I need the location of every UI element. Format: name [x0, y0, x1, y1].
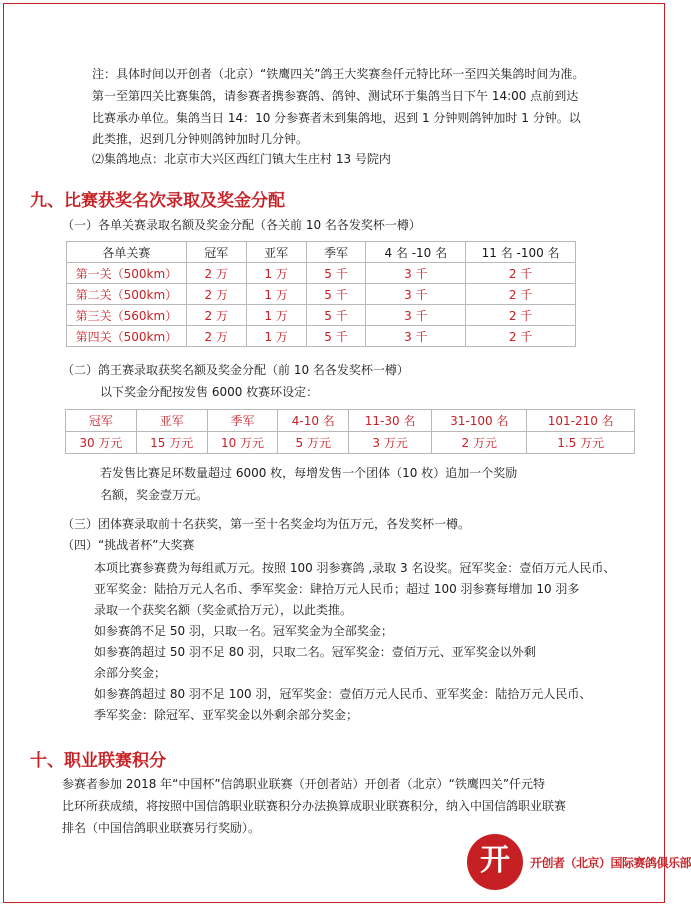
pigeon-king-prize-table	[65, 409, 635, 454]
table-row	[66, 410, 635, 432]
table-cell: 1 万	[246, 284, 306, 305]
table-row	[67, 326, 576, 347]
amount-cell: 3 万元	[349, 432, 432, 454]
rank-cell: 11-30 名	[349, 410, 432, 432]
note-line-1: 注：具体时间以开创者（北京）“铁鹰四关”鸽王大奖赛叁仟元特比环一至四关集鸽时间为准。	[92, 67, 585, 81]
table-cell: 5 千	[306, 263, 366, 284]
table-cell: 2 千	[466, 284, 576, 305]
challenge-line-8: 季军奖金：除冠军、亚军奖金以外剩余部分奖金；	[94, 708, 359, 722]
section-9-sub-4: （四）“挑战者杯”大奖赛	[62, 538, 195, 552]
table-cell: 5 千	[306, 284, 366, 305]
note-line-2: 第一至第四关比赛集鸽，请参赛者携参赛鸽、鸽钟、测试环于集鸽当日下午 14:00 点前到达	[92, 89, 579, 103]
table-cell: 2 万	[186, 305, 246, 326]
table-header-cell: 4 名 -10 名	[366, 242, 466, 263]
table-header-row	[67, 242, 576, 263]
club-brand-name: 开创者（北京）国际赛鸽俱乐部	[530, 856, 691, 870]
note-line-3: 比赛承办单位。集鸽当日 14：10 分参赛者未到集鸽地，迟到 1 分钟则鸽钟加时 1 分钟。以	[92, 111, 581, 125]
amount-cell: 10 万元	[207, 432, 278, 454]
rank-cell: 4-10 名	[278, 410, 349, 432]
rank-cell: 冠军	[66, 410, 137, 432]
club-logo-icon: 开	[467, 834, 523, 890]
challenge-line-4: 如参赛鸽不足 50 羽，只取一名。冠军奖金为全部奖金；	[94, 624, 393, 638]
amount-cell: 5 万元	[278, 432, 349, 454]
section-9-title: 九、比赛获奖名次录取及奖金分配	[30, 191, 285, 211]
table-cell: 5 千	[306, 305, 366, 326]
table-cell: 3 千	[366, 263, 466, 284]
table-row	[66, 432, 635, 454]
section-9-sub-2: （二）鸽王赛录取获奖名额及奖金分配（前 10 名各发奖杯一樽）	[62, 363, 409, 377]
amount-cell: 1.5 万元	[527, 432, 635, 454]
table-cell: 第四关（500km）	[67, 326, 187, 347]
table-cell: 2 万	[186, 263, 246, 284]
table-row	[67, 263, 576, 284]
table-row	[67, 305, 576, 326]
section-9-sub-2-note: 以下奖金分配按发售 6000 枚赛环设定：	[100, 385, 319, 399]
table-cell: 5 千	[306, 326, 366, 347]
table-header-cell: 季军	[306, 242, 366, 263]
section-10-line-3: 排名（中国信鸽职业联赛另行奖励）。	[62, 821, 261, 835]
table-header-cell: 亚军	[246, 242, 306, 263]
amount-cell: 15 万元	[136, 432, 207, 454]
extra-award-line-1: 若发售比赛足环数量超过 6000 枚，每增发售一个团体（10 枚）追加一个奖励	[100, 466, 518, 480]
table-cell: 第三关（560km）	[67, 305, 187, 326]
extra-award-line-2: 名额，奖金壹万元。	[100, 488, 209, 502]
table-cell: 2 千	[466, 263, 576, 284]
section-9-sub-1: （一）各单关赛录取名额及奖金分配（各关前 10 名各发奖杯一樽）	[62, 218, 421, 232]
collection-location: ⑵集鸽地点：北京市大兴区西红门镇大生庄村 13 号院内	[92, 152, 391, 166]
table-cell: 3 千	[366, 305, 466, 326]
table-cell: 第一关（500km）	[67, 263, 187, 284]
rank-cell: 季军	[207, 410, 278, 432]
amount-cell: 30 万元	[66, 432, 137, 454]
note-line-4: 此类推，迟到几分钟则鸽钟加时几分钟。	[92, 132, 309, 146]
challenge-line-7: 如参赛鸽超过 80 羽不足 100 羽，冠军奖金：壹佰万元人民币、亚军奖金：陆拾万元人民币、	[94, 687, 592, 701]
section-10-line-2: 比环所获成绩，将按照中国信鸽职业联赛积分办法换算成职业联赛积分，纳入中国信鸽职业联赛	[62, 799, 567, 813]
section-10-title: 十、职业联赛积分	[30, 751, 166, 771]
challenge-line-6: 余部分奖金；	[94, 666, 167, 680]
rank-cell: 亚军	[136, 410, 207, 432]
challenge-line-5: 如参赛鸽超过 50 羽不足 80 羽，只取二名。冠军奖金：壹佰万元、亚军奖金以外剩	[94, 645, 536, 659]
table-cell: 2 千	[466, 305, 576, 326]
table-cell: 1 万	[246, 263, 306, 284]
table-row	[67, 284, 576, 305]
rank-cell: 101-210 名	[527, 410, 635, 432]
table-cell: 3 千	[366, 284, 466, 305]
single-stage-prize-table	[66, 241, 576, 347]
section-9-sub-3: （三）团体赛录取前十名获奖，第一至十名奖金均为伍万元，各发奖杯一樽。	[62, 517, 471, 531]
table-header-cell: 冠军	[186, 242, 246, 263]
table-cell: 1 万	[246, 326, 306, 347]
table-cell: 2 万	[186, 326, 246, 347]
amount-cell: 2 万元	[432, 432, 527, 454]
section-10-line-1: 参赛者参加 2018 年“中国杯”信鸽职业联赛（开创者站）开创者（北京）“铁鹰四关”仟元特	[62, 777, 546, 791]
table-cell: 2 千	[466, 326, 576, 347]
table-header-cell: 11 名 -100 名	[466, 242, 576, 263]
challenge-line-1: 本项比赛参赛费为每组贰万元。按照 100 羽参赛鸽 ,录取 3 名设奖。冠军奖金：壹佰万元人民币、	[94, 561, 616, 575]
table-cell: 1 万	[246, 305, 306, 326]
rank-cell: 31-100 名	[432, 410, 527, 432]
challenge-line-3: 录取一个获奖名额（奖金贰拾万元），以此类推。	[94, 603, 353, 617]
challenge-line-2: 亚军奖金：陆拾万元人名币、季军奖金：肆拾万元人民币；超过 100 羽参赛每增加 10 羽多	[94, 582, 580, 596]
table-cell: 2 万	[186, 284, 246, 305]
table-cell: 3 千	[366, 326, 466, 347]
table-cell: 第二关（500km）	[67, 284, 187, 305]
table-header-cell: 各单关赛	[67, 242, 187, 263]
